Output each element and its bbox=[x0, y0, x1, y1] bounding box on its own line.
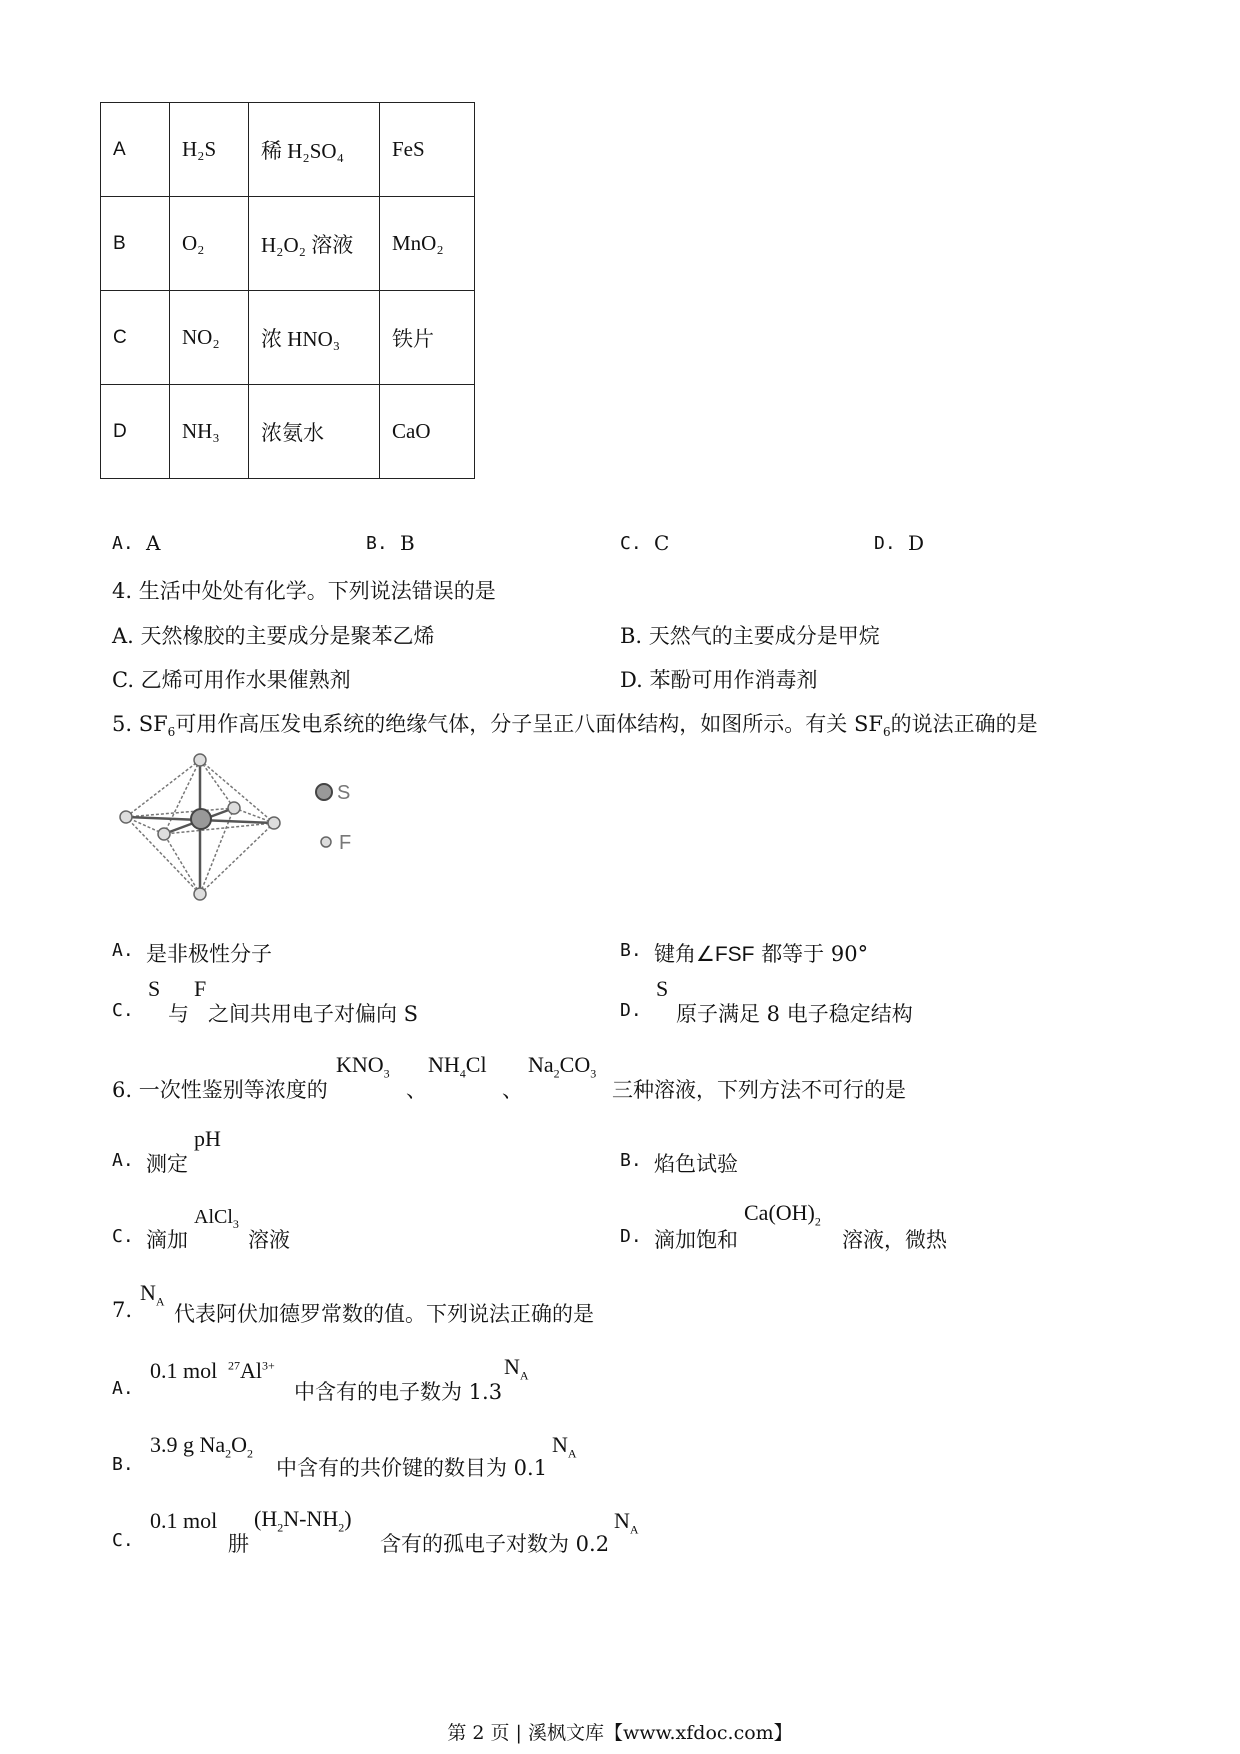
question-6-stem: 三种溶液，下列方法不可行的是 bbox=[612, 1078, 906, 1102]
page-footer: 第 2 页 | 溪枫文库【www.xfdoc.com】 bbox=[447, 1722, 793, 1744]
formula-text: Ca(OH) bbox=[744, 1200, 815, 1225]
formula-ph: pH bbox=[194, 1126, 221, 1151]
f-atom bbox=[268, 817, 280, 829]
subscript: A bbox=[155, 1294, 165, 1309]
option-text: 都等于 90° bbox=[761, 942, 869, 966]
option-c-text: C bbox=[654, 531, 670, 555]
symbol-s: S bbox=[148, 976, 161, 1001]
subscript: 6 bbox=[882, 725, 891, 740]
reagent-cell: 浓氨水 bbox=[249, 385, 380, 479]
formula-text: Na bbox=[528, 1052, 554, 1077]
option-text: 中含有的电子数为 1.3 bbox=[294, 1380, 503, 1404]
subscript: 3 bbox=[383, 1066, 390, 1081]
option-text: 滴加饱和 bbox=[654, 1228, 738, 1252]
formula-text: ) bbox=[344, 1506, 352, 1531]
subscript: A bbox=[567, 1446, 577, 1461]
subscript: 2 bbox=[277, 1520, 284, 1535]
charge: 3+ bbox=[262, 1358, 275, 1373]
formula-text: N-NH bbox=[283, 1506, 339, 1531]
q6-option-c-letter: C. bbox=[112, 1226, 134, 1247]
subscript: 2 bbox=[338, 1520, 345, 1535]
row-label: D bbox=[101, 385, 170, 479]
subscript: 2 bbox=[814, 1214, 821, 1229]
solid-cell: MnO₂ bbox=[380, 197, 475, 291]
option-text: 测定 bbox=[146, 1152, 188, 1176]
formula-kno3 bbox=[336, 1052, 390, 1081]
gas-cell: NH₃ bbox=[170, 385, 249, 479]
option-text: 之间共用电子对偏向 S bbox=[208, 1002, 419, 1026]
separator: 、 bbox=[502, 1078, 523, 1102]
row-label: C bbox=[101, 291, 170, 385]
reagent-cell: 稀 H₂SO₄ bbox=[249, 103, 380, 197]
sf6-octahedron-figure bbox=[112, 748, 372, 904]
reagent-cell: H₂O₂ 溶液 bbox=[249, 197, 380, 291]
row-label: B bbox=[101, 197, 170, 291]
symbol-na bbox=[504, 1354, 529, 1383]
legend-s-marker bbox=[316, 784, 332, 800]
q5-option-b-letter: B. bbox=[620, 940, 642, 961]
symbol-f: F bbox=[194, 976, 207, 1001]
option-text: 原子满足 8 电子稳定结构 bbox=[676, 1002, 913, 1026]
formula-text: N bbox=[614, 1508, 630, 1533]
formula-text: (H bbox=[254, 1506, 278, 1531]
table-row bbox=[101, 197, 475, 291]
option-d-text: D bbox=[908, 531, 925, 555]
formula-text: Al bbox=[240, 1358, 262, 1383]
option-a-letter: A. bbox=[112, 533, 134, 554]
q6-option-d-letter: D. bbox=[620, 1226, 642, 1247]
q5-option-a-letter: A. bbox=[112, 940, 134, 961]
option-b-letter: B. bbox=[366, 533, 388, 554]
subscript: 2 bbox=[225, 1446, 232, 1461]
gas-cell: NO₂ bbox=[170, 291, 249, 385]
symbol-na bbox=[140, 1280, 165, 1309]
formula-na2co3 bbox=[528, 1052, 596, 1081]
option-d-letter: D. bbox=[874, 533, 896, 554]
option-text: 含有的孤电子对数为 0.2 bbox=[380, 1532, 610, 1556]
question-4-option-a: A. 天然橡胶的主要成分是聚苯乙烯 bbox=[112, 624, 435, 648]
reagent-cell: 浓 HNO₃ bbox=[249, 291, 380, 385]
q6-option-b-letter: B. bbox=[620, 1150, 642, 1171]
gas-cell: O₂ bbox=[170, 197, 249, 291]
symbol-s: S bbox=[656, 976, 669, 1001]
question-4-stem: 4. 生活中处处有化学。下列说法错误的是 bbox=[112, 579, 496, 603]
stem-text: 可用作高压发电系统的绝缘气体，分子呈正八面体结构，如图所示。有关 SF bbox=[175, 712, 883, 736]
q5-option-c-letter: C. bbox=[112, 1000, 134, 1021]
option-text: 肼 bbox=[228, 1532, 249, 1556]
table-row bbox=[101, 103, 475, 197]
q5-option-d-letter: D. bbox=[620, 1000, 642, 1021]
subscript: 6 bbox=[167, 725, 176, 740]
option-text: 溶液，微热 bbox=[842, 1228, 947, 1252]
formula-na2o2 bbox=[150, 1432, 253, 1461]
legend-f-marker bbox=[321, 837, 331, 847]
subscript: 4 bbox=[459, 1066, 466, 1081]
question-5-stem bbox=[112, 708, 1038, 739]
separator: 、 bbox=[406, 1078, 427, 1102]
subscript: 3 bbox=[232, 1217, 239, 1231]
ion-al3plus bbox=[228, 1358, 275, 1384]
mass-number: 27 bbox=[228, 1358, 240, 1373]
formula-text: 0.1 mol bbox=[150, 1508, 218, 1533]
formula-alcl3 bbox=[194, 1206, 239, 1232]
formula-text: CO bbox=[559, 1052, 591, 1077]
formula-text: KNO bbox=[336, 1052, 384, 1077]
q6-option-a-letter: A. bbox=[112, 1150, 134, 1171]
formula-text: N bbox=[140, 1280, 156, 1305]
formula-text: AlCl bbox=[194, 1206, 233, 1228]
option-text: 键角 bbox=[654, 942, 696, 966]
q7-option-b-letter: B. bbox=[112, 1454, 134, 1475]
f-atom bbox=[194, 888, 206, 900]
subscript: A bbox=[629, 1522, 639, 1537]
option-text: 溶液 bbox=[248, 1228, 290, 1252]
option-text: 滴加 bbox=[146, 1228, 188, 1252]
option-text: 中含有的共价键的数目为 0.1 bbox=[276, 1456, 548, 1480]
option-b-text: B bbox=[400, 531, 415, 555]
legend-s-label: S bbox=[337, 782, 351, 804]
option-a-text: A bbox=[146, 531, 161, 555]
subscript: 3 bbox=[590, 1066, 597, 1081]
f-atom bbox=[120, 811, 132, 823]
s-atom bbox=[191, 809, 211, 829]
formula-text: Cl bbox=[465, 1052, 487, 1077]
formula-nh4cl bbox=[428, 1052, 487, 1081]
solid-cell: 铁片 bbox=[380, 291, 475, 385]
formula-text: NH bbox=[428, 1052, 460, 1077]
formula-text: O bbox=[231, 1432, 248, 1457]
formula-caoh2 bbox=[744, 1200, 821, 1229]
formula-text: 0.1 mol bbox=[150, 1358, 218, 1383]
question-4-option-b: B. 天然气的主要成分是甲烷 bbox=[620, 624, 880, 648]
solid-cell: CaO bbox=[380, 385, 475, 479]
gas-preparation-table bbox=[100, 102, 475, 479]
solid-cell: FeS bbox=[380, 103, 475, 197]
option-text: 与 bbox=[168, 1002, 189, 1026]
angle-symbol: ∠FSF bbox=[696, 943, 755, 966]
question-6-stem: 6. 一次性鉴别等浓度的 bbox=[112, 1078, 328, 1102]
q7-option-a-letter: A. bbox=[112, 1378, 134, 1399]
row-label: A bbox=[101, 103, 170, 197]
question-7-stem: 代表阿伏加德罗常数的值。下列说法正确的是 bbox=[174, 1302, 594, 1326]
q7-option-c-letter: C. bbox=[112, 1530, 134, 1551]
stem-text: 5. SF bbox=[112, 712, 168, 736]
option-c-letter: C. bbox=[620, 533, 642, 554]
formula-text: N bbox=[552, 1432, 568, 1457]
option-text: 焰色试验 bbox=[654, 1152, 738, 1176]
stem-text: 的说法正确的是 bbox=[890, 712, 1038, 736]
q5-option-b-text bbox=[654, 938, 868, 968]
f-atom bbox=[194, 754, 206, 766]
question-7-number: 7. bbox=[112, 1298, 133, 1322]
subscript: 2 bbox=[247, 1446, 254, 1461]
q5-option-a-text: 是非极性分子 bbox=[146, 942, 272, 966]
f-atom bbox=[158, 828, 170, 840]
symbol-na bbox=[614, 1508, 639, 1537]
symbol-na bbox=[552, 1432, 577, 1461]
formula-hydrazine bbox=[254, 1506, 352, 1535]
formula-text: N bbox=[504, 1354, 520, 1379]
gas-cell: H₂S bbox=[170, 103, 249, 197]
subscript: 2 bbox=[553, 1066, 560, 1081]
formula-text: 3.9 g Na bbox=[150, 1432, 226, 1457]
legend-f-label: F bbox=[339, 832, 352, 854]
question-4-option-d: D. 苯酚可用作消毒剂 bbox=[620, 668, 818, 692]
f-atom bbox=[228, 802, 240, 814]
subscript: A bbox=[519, 1368, 529, 1383]
question-4-option-c: C. 乙烯可用作水果催熟剂 bbox=[112, 668, 351, 692]
table-row bbox=[101, 291, 475, 385]
table-row bbox=[101, 385, 475, 479]
